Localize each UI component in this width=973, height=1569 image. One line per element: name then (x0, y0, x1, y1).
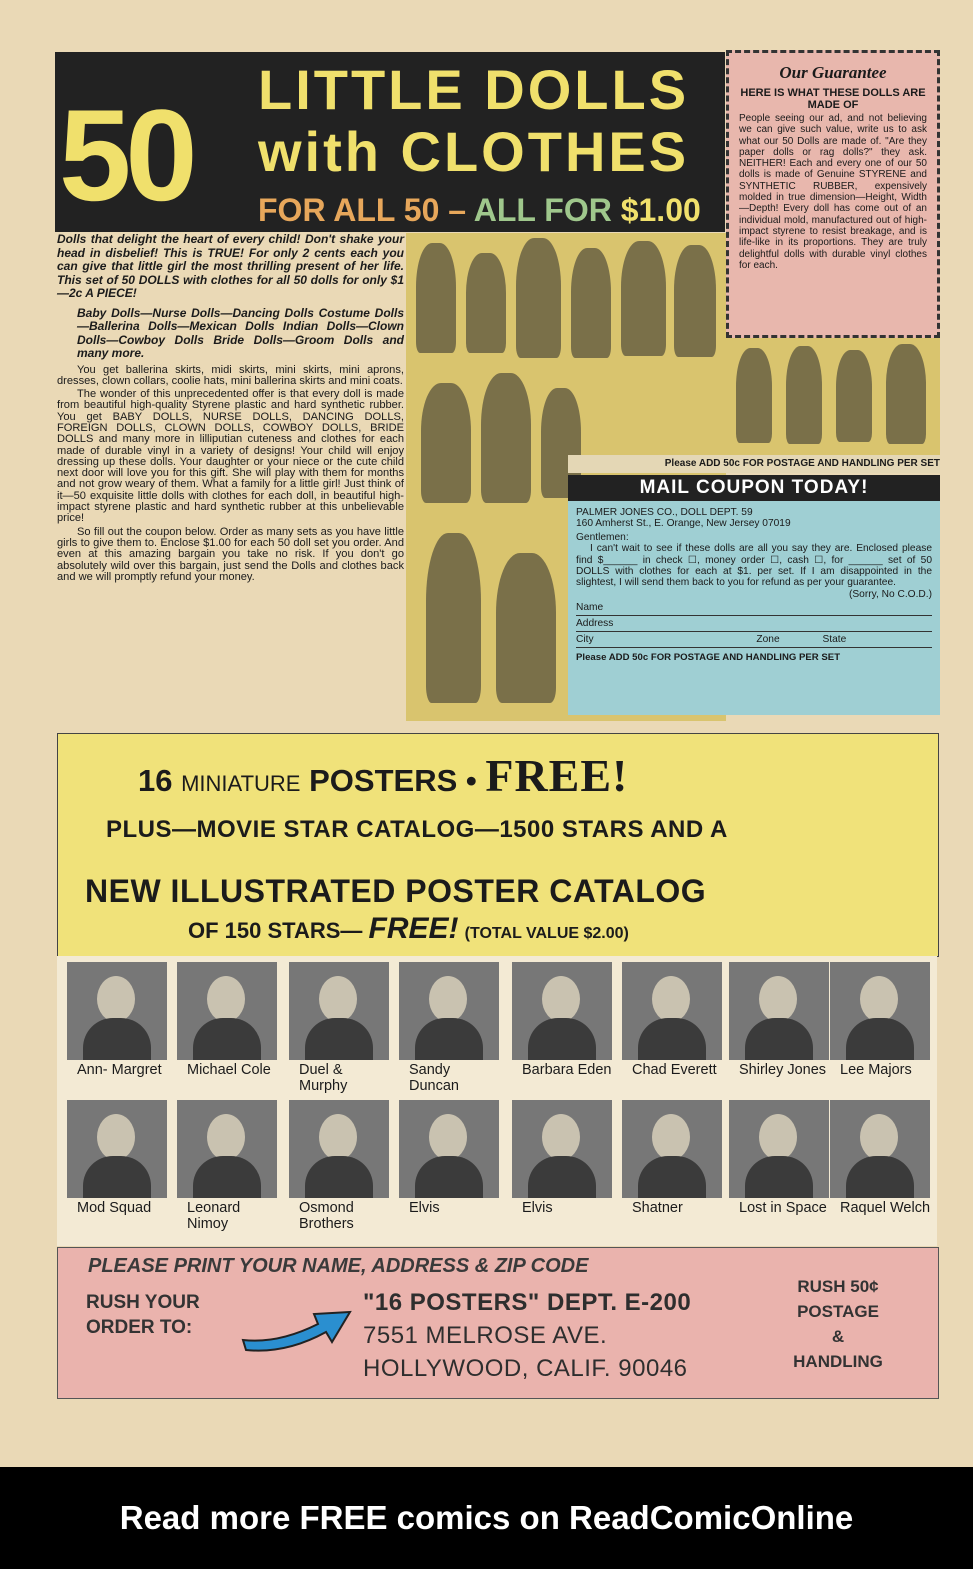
star-card (67, 1100, 167, 1216)
price-part-c: $1.00 (620, 192, 701, 228)
posters-150-stars: OF 150 STARS— (188, 918, 363, 943)
price-part-b: ALL FOR (473, 192, 612, 228)
star-card (622, 962, 722, 1078)
star-photo (729, 962, 829, 1060)
star-photo (830, 962, 930, 1060)
guarantee-subtitle: HERE IS WHAT THESE DOLLS ARE MADE OF (740, 87, 926, 111)
guarantee-box (726, 50, 940, 338)
guarantee-title: Our Guarantee (779, 63, 887, 82)
name-label: Name (576, 602, 604, 614)
dolls-body-text (57, 233, 404, 720)
dolls-title-line2: with CLOTHES (258, 120, 690, 183)
star-photo (512, 962, 612, 1060)
star-name: Raquel Welch (840, 1200, 931, 1216)
star-photo (399, 962, 499, 1060)
dolls-para3: So fill out the coupon below. Order as many sets as you have little girls to give them to. Enclose $1.00 for each 50 doll set you order. And even at this amazing bargain you take no risk. If you don't go absolutely wild over this bargain, just send the Dolls and clothes back and we will promptly refund your money. (57, 525, 404, 583)
big-50: 50 (59, 82, 192, 228)
star-card (399, 962, 499, 1094)
coupon-city-field[interactable] (576, 634, 932, 648)
posters-free2: FREE! (368, 912, 459, 945)
arrow-icon (238, 1302, 358, 1352)
dolls-para2: The wonder of this unprecedented offer is that every doll is made from beautiful high-quality Styrene plastic and hard synthetic rubber. You get BABY DOLLS, NURSE DOLLS, DANCING DOLLS, FOREIGN DOLLS, CLOWN DOLLS, COWBOY DOLLS, BRIDE DOLLS and many more in lilliputian cuteness and clothes for each made of durable vinyl in a variety of designs! Your child will enjoy dressing up these dolls. Your daughter or your niece or the cute child next door will love you for this gift. She will play with them for months and not grow weary of them. What a family for a little girl! Just think of it—50 exquisite little dolls with clothes for each doll, in beautiful high-impact styrene plastic and hard synthetic rubber at this unbelievable price! (57, 388, 404, 525)
please-print: PLEASE PRINT YOUR NAME, ADDRESS & ZIP CODE (88, 1255, 589, 1277)
side-line1: RUSH 50¢ (797, 1277, 879, 1296)
star-name: Chad Everett (632, 1062, 717, 1078)
order-coupon (568, 501, 940, 715)
coupon-name-field[interactable] (576, 602, 932, 616)
doll-figure (416, 243, 456, 353)
footer-banner[interactable]: Read more FREE comics on ReadComicOnline (0, 1467, 973, 1569)
coupon-company: PALMER JONES CO., DOLL DEPT. 59 (576, 507, 753, 518)
posters-line3: NEW ILLUSTRATED POSTER CATALOG (85, 873, 707, 909)
star-name: Michael Cole (187, 1062, 271, 1078)
side-line3: & (831, 1327, 845, 1346)
doll-figure (621, 241, 666, 356)
star-name: Lost in Space (739, 1200, 827, 1216)
star-card (512, 1100, 612, 1216)
posters-line4 (188, 914, 629, 949)
star-photo (67, 1100, 167, 1198)
star-photo (622, 962, 722, 1060)
order-box (57, 1247, 939, 1399)
zone-label: Zone (756, 634, 780, 646)
star-photo (399, 1100, 499, 1198)
doll-figure (516, 238, 561, 358)
address-line3: HOLLYWOOD, CALIF. 90046 (363, 1355, 688, 1382)
star-photo (729, 1100, 829, 1198)
posters-headline (138, 750, 629, 804)
star-name: Shirley Jones (739, 1062, 827, 1078)
star-card (399, 1100, 499, 1216)
star-card (289, 962, 389, 1094)
posters-free: FREE! (485, 750, 629, 801)
posters-word: POSTERS • (309, 763, 477, 798)
dolls-title-line1: LITTLE DOLLS (258, 58, 690, 121)
address-line1: "16 POSTERS" DEPT. E-200 (363, 1289, 692, 1316)
address-label: Address (576, 618, 614, 630)
state-label: State (822, 634, 847, 646)
price-part-a: FOR ALL 50 – (258, 192, 467, 228)
star-photo (830, 1100, 930, 1198)
star-name: Osmond Brothers (299, 1200, 354, 1232)
star-name: Duel & Murphy (299, 1062, 348, 1094)
doll-figure (466, 253, 506, 353)
dolls-price-line (258, 192, 701, 228)
dolls-intro: Dolls that delight the heart of every child! Don't shake your head in disbelief! This is TRUE! For only 2 cents each you can give that little girl the most thrilling present of her life. This set of 50 DOLLS with clothes for all 50 dolls for only $1—2c A PIECE! (57, 232, 404, 300)
star-photo (289, 1100, 389, 1198)
address-line2: 7551 MELROSE AVE. (363, 1322, 608, 1349)
star-name: Elvis (522, 1200, 553, 1216)
doll-figure (571, 248, 611, 358)
doll-figure (786, 346, 822, 444)
star-card (177, 962, 277, 1078)
star-photo-grid (57, 956, 937, 1246)
doll-figure (496, 553, 556, 703)
star-name: Mod Squad (77, 1200, 152, 1216)
star-photo (177, 1100, 277, 1198)
star-card (512, 962, 612, 1078)
guarantee-body: People seeing our ad, and not believing we can give such value, write us to ask what our 50 Dolls are made of. "Are they paper dolls or rag dolls?" they ask. NEITHER! Each and every one of our 50 dolls is made of Genuine STYRENE and SYNTHETIC RUBBER, expensively molded in true dimension—Height, Width—Depth! Every doll has come out of an individual mold, manufactured out of high-impact styrene to resist breakage, and is life-like in its proportions. They are truly delightful dolls with durable vinyl clothes for each. (739, 113, 927, 271)
star-name: Barbara Eden (522, 1062, 612, 1078)
star-card (177, 1100, 277, 1232)
doll-figure (736, 348, 772, 443)
star-name: Elvis (409, 1200, 440, 1216)
doll-figure (836, 350, 872, 442)
posters-total-value: (TOTAL VALUE $2.00) (464, 925, 629, 942)
city-label: City (576, 634, 594, 646)
star-card (830, 1100, 930, 1216)
postage-handling (773, 1274, 903, 1374)
coupon-body: I can't wait to see if these dolls are all you say they are. Enclosed please find $______ in check ☐, money order ☐, cash ☐, for ______ set of 50 DOLLS with clothes for each at $1. per set. If I am disappointed in the slightest, I will send them back to you for refund as per your guarantee. (576, 543, 932, 589)
dolls-illustration-right (726, 338, 940, 455)
posters-header (57, 733, 939, 957)
rush-label-2: ORDER TO: (86, 1317, 193, 1338)
doll-figure (426, 533, 481, 703)
doll-figure (481, 373, 531, 503)
rush-order-label (86, 1290, 200, 1340)
star-card (622, 1100, 722, 1216)
rush-label-1: RUSH YOUR (86, 1292, 200, 1313)
side-line4: HANDLING (793, 1352, 883, 1371)
dolls-list: Baby Dolls—Nurse Dolls—Dancing Dolls Costume Dolls—Ballerina Dolls—Mexican Dolls Indian Dolls—Clown Dolls—Cowboy Dolls Bride Dolls—Groom Dolls and many more. (77, 305, 404, 360)
mailing-address (363, 1286, 691, 1385)
coupon-greeting: Gentlemen: (576, 531, 629, 543)
star-photo (512, 1100, 612, 1198)
posters-line2: PLUS—MOVIE STAR CATALOG—1500 STARS AND A (106, 816, 728, 843)
coupon-address: 160 Amherst St., E. Orange, New Jersey 07019 (576, 518, 791, 530)
dolls-banner (55, 52, 725, 232)
star-name: Lee Majors (840, 1062, 912, 1078)
star-card (729, 962, 829, 1078)
coupon-address-field[interactable] (576, 618, 932, 632)
star-card (67, 962, 167, 1078)
star-card (830, 962, 930, 1078)
star-name: Ann- Margret (77, 1062, 162, 1078)
coupon-postage: Please ADD 50c FOR POSTAGE AND HANDLING PER SET (576, 652, 841, 664)
star-name: Shatner (632, 1200, 683, 1216)
star-photo (177, 962, 277, 1060)
side-line2: POSTAGE (797, 1302, 879, 1321)
star-name: Leonard Nimoy (187, 1200, 241, 1232)
star-photo (289, 962, 389, 1060)
coupon-cod: (Sorry, No C.O.D.) (848, 588, 932, 600)
star-card (289, 1100, 389, 1232)
postage-note: Please ADD 50c FOR POSTAGE AND HANDLING PER SET (568, 455, 940, 473)
star-card (729, 1100, 829, 1216)
star-name: Sandy Duncan (409, 1062, 459, 1094)
dolls-para1: You get ballerina skirts, midi skirts, mini skirts, mini aprons, dresses, clown collars, coolie hats, mini ballerina skirts and mini coats. (57, 363, 404, 387)
posters-miniature: MINIATURE (181, 771, 301, 796)
doll-figure (674, 245, 716, 357)
coupon-header: MAIL COUPON TODAY! (568, 475, 940, 501)
star-photo (622, 1100, 722, 1198)
posters-count: 16 (138, 763, 173, 798)
star-photo (67, 962, 167, 1060)
doll-figure (421, 383, 471, 503)
doll-figure (886, 344, 926, 444)
